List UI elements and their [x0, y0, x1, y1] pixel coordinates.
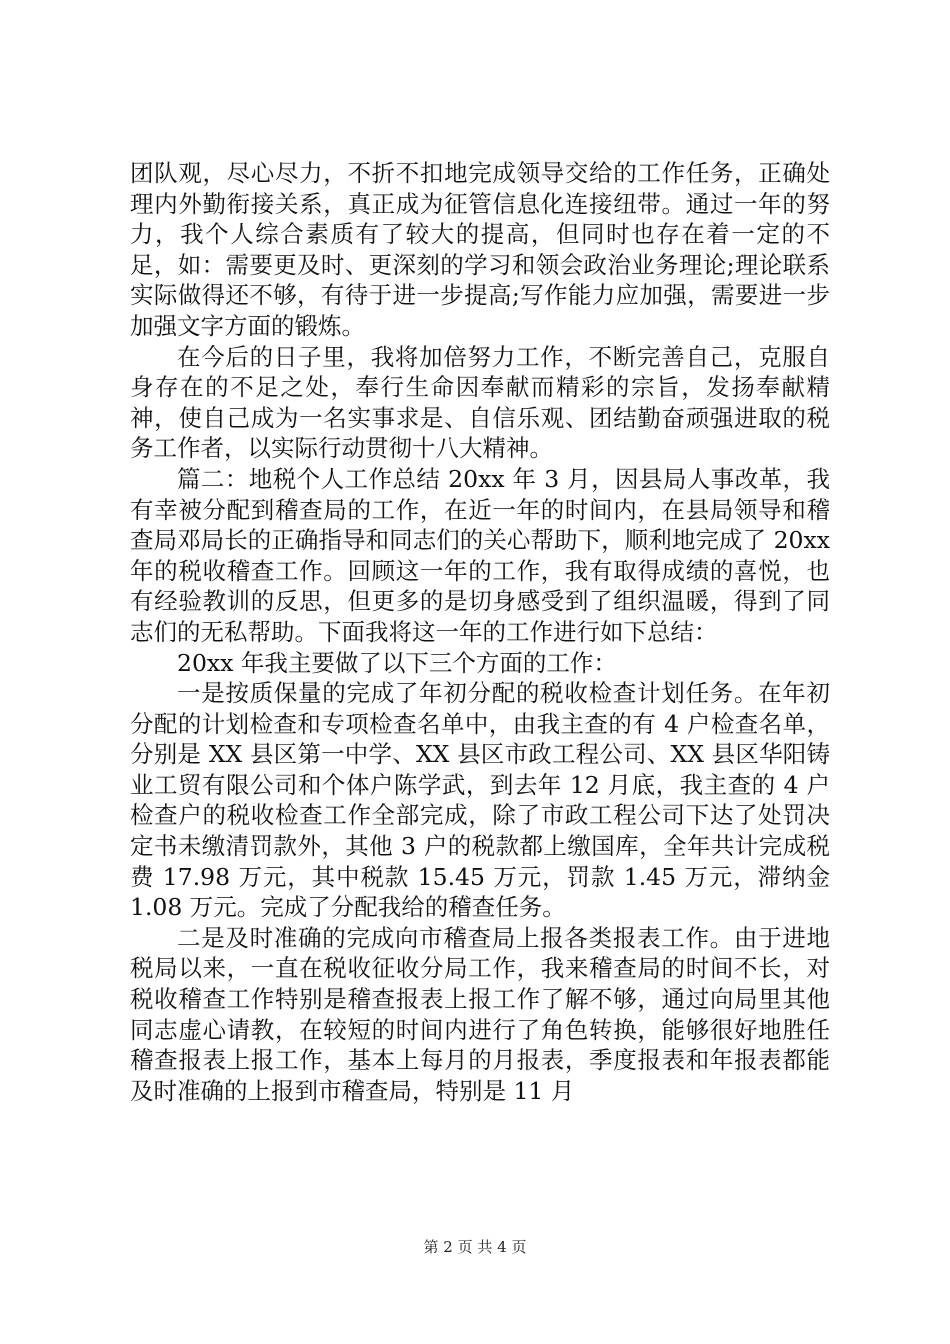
paragraph-3: 篇二：地税个人工作总结 20xx 年 3 月，因县局人事改革，我有幸被分配到稽查局的工作，在近一年的时间内，在县局领导和稽查局邓局长的正确指导和同志们的关心帮助下，顺利地完成了 20xx 年的税收稽查工作。回顾这一年的工作，我有取得成绩的喜悦，也有经验教训的反思，但更多的是切身感受到了组织温暖，得到了同志们的无私帮助。下面我将这一年的工作进行如下总结： [130, 464, 830, 646]
paragraph-4: 20xx 年我主要做了以下三个方面的工作： [177, 648, 617, 677]
paragraph-5: 一是按质保量的完成了年初分配的税收检查计划任务。在年初分配的计划检查和专项检查名单中，由我主查的有 4 户检查名单，分别是 XX 县区第一中学、XX 县区市政工程公司、XX 县区华阳铸业工贸有限公司和个体户陈学武，到去年 12 月底，我主查的 4 户检查户的税收检查工作全部完成，除了市政工程公司下达了处罚决定书未缴清罚款外，其他 3 户的税款都上缴国库，全年共计完成税费 17.98 万元，其中税款 15.45 万元，罚款 1.45 万元，滞纳金 1.08 万元。完成了分配我给的稽查任务。 [130, 679, 830, 922]
paragraph-2: 在今后的日子里，我将加倍努力工作，不断完善自己，克服自身存在的不足之处，奉行生命因奉献而精彩的宗旨，发扬奉献精神，使自己成为一名实事求是、自信乐观、团结勤奋顽强进取的税务工作者，以实际行动贯彻十八大精神。 [130, 342, 830, 463]
paragraph-6: 二是及时准确的完成向市稽查局上报各类报表工作。由于进地税局以来，一直在税收征收分局工作，我来稽查局的时间不长，对税收稽查工作特别是稽查报表上报工作了解不够，通过向局里其他同志虚心请教，在较短的时间内进行了角色转换，能够很好地胜任稽查报表上报工作，基本上每月的月报表，季度报表和年报表都能及时准确的上报到市稽查局，特别是 11 月 [130, 923, 830, 1105]
page-number-footer: 第 2 页 共 4 页 [423, 1238, 527, 1256]
paragraph-1: 团队观，尽心尽力，不折不扣地完成领导交给的工作任务，正确处理内外勤衔接关系，真正成为征管信息化连接纽带。通过一年的努力，我个人综合素质有了较大的提高，但同时也存在着一定的不足，如：需要更及时、更深刻的学习和领会政治业务理论;理论联系实际做得还不够，有待于进一步提高;写作能力应加强，需要进一步加强文字方面的锻炼。 [130, 159, 830, 340]
document-body [130, 158, 830, 1106]
